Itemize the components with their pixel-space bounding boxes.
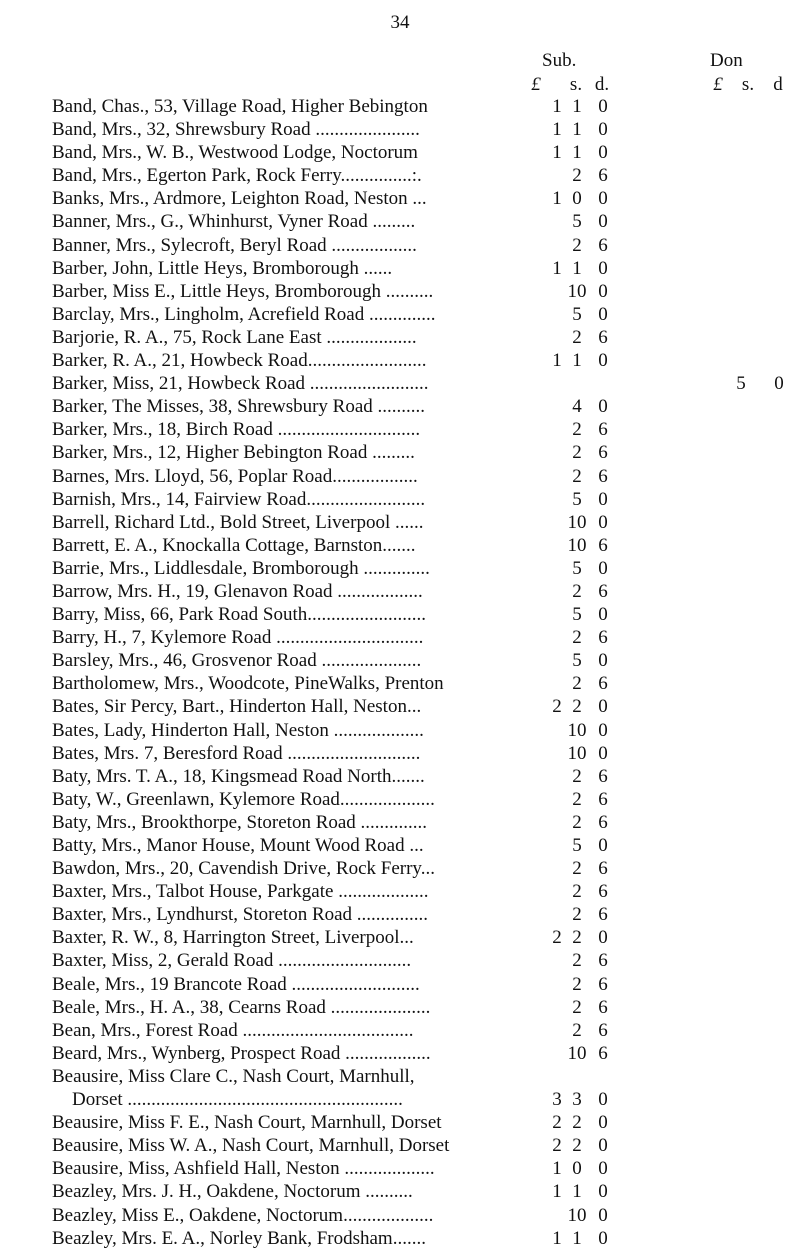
table-row (0, 395, 800, 418)
sub-pence-cell: 0 (598, 96, 608, 117)
subscriber-name: Beard, Mrs., Wynberg, Prospect Road .................. (52, 1042, 431, 1064)
sub-shillings-cell: 2 (572, 1135, 582, 1157)
sub-pence-cell: 6 (598, 627, 608, 649)
subscriber-name: Baxter, Mrs., Talbot House, Parkgate ................... (52, 881, 429, 903)
subscriber-name: Barclay, Mrs., Lingholm, Acrefield Road .............. (52, 303, 436, 325)
don-pence-unit: d (773, 74, 783, 95)
table-row (0, 557, 800, 580)
sub-pounds-cell: 2 (552, 1112, 562, 1134)
sub-shillings-cell: 1 (572, 96, 582, 117)
table-row (0, 672, 800, 695)
table-row (0, 303, 800, 326)
subscriber-name: Banner, Mrs., G., Whinhurst, Vyner Road ......... (52, 211, 416, 233)
sub-shillings-cell: 2 (572, 326, 582, 348)
table-row (0, 534, 800, 557)
sub-pence-cell: 6 (598, 904, 608, 926)
sub-pence-cell: 6 (598, 881, 608, 903)
table-row (0, 742, 800, 765)
table-row (0, 210, 800, 233)
sub-shillings-cell: 2 (572, 673, 582, 695)
sub-pence-cell: 6 (598, 580, 608, 602)
sub-shillings-cell: 2 (572, 904, 582, 926)
sub-shillings-unit: s. (569, 74, 583, 95)
table-row (0, 695, 800, 718)
sub-pence-cell: 6 (598, 765, 608, 787)
sub-pounds-cell: 1 (552, 96, 562, 117)
table-row (0, 511, 800, 534)
sub-pounds-cell: 1 (552, 188, 562, 210)
sub-pence-cell: 0 (598, 719, 608, 741)
table-row (0, 811, 800, 834)
table-row (0, 418, 800, 441)
sub-shillings-cell: 2 (572, 811, 582, 833)
table-row (0, 187, 800, 210)
subscriber-name: Band, Mrs., 32, Shrewsbury Road ...................... (52, 119, 420, 141)
sub-pence-cell: 6 (598, 326, 608, 348)
sub-shillings-cell: 5 (572, 650, 582, 672)
sub-pence-cell: 0 (598, 280, 608, 302)
table-row (0, 1134, 800, 1157)
sub-pence-cell: 6 (598, 234, 608, 256)
sub-shillings-cell: 10 (567, 742, 587, 764)
table-row (0, 719, 800, 742)
table-row (0, 465, 800, 488)
sub-pence-cell: 0 (598, 511, 608, 533)
sub-shillings-cell: 2 (572, 465, 582, 487)
table-row (0, 1088, 800, 1111)
subscriber-name: Band, Mrs., Egerton Park, Rock Ferry...............:. (52, 165, 422, 187)
subscriber-name: Barnes, Mrs. Lloyd, 56, Poplar Road.................. (52, 465, 418, 487)
subscriber-name: Barber, Miss E., Little Heys, Bromborough .......... (52, 280, 434, 302)
subscriber-name: Barrett, E. A., Knockalla Cottage, Barnston....... (52, 534, 416, 556)
table-row (0, 326, 800, 349)
sub-shillings-cell: 3 (572, 1089, 582, 1111)
sub-pence-cell: 6 (598, 811, 608, 833)
sub-pence-cell: 0 (598, 257, 608, 279)
sub-shillings-cell: 2 (572, 881, 582, 903)
subscriber-name: Batty, Mrs., Manor House, Mount Wood Road ... (52, 835, 424, 856)
table-row (0, 1111, 800, 1134)
table-row (0, 603, 800, 626)
sub-shillings-cell: 2 (572, 996, 582, 1018)
subscriber-name: Bates, Lady, Hinderton Hall, Neston ................... (52, 719, 424, 741)
sub-pence-cell: 6 (598, 788, 608, 810)
sub-shillings-cell: 5 (572, 604, 582, 626)
table-row (0, 973, 800, 996)
sub-pence-cell: 0 (598, 1112, 608, 1134)
sub-pence-cell: 0 (598, 1158, 608, 1180)
sub-pence-cell: 0 (598, 557, 608, 579)
sub-shillings-cell: 2 (572, 765, 582, 787)
don-column-header: Don (710, 50, 743, 71)
sub-pence-cell: 0 (598, 1181, 608, 1203)
subscriber-name: Beausire, Miss, Ashfield Hall, Neston ................... (52, 1158, 435, 1180)
table-row (0, 765, 800, 788)
subscriber-name: Barjorie, R. A., 75, Rock Lane East ................... (52, 326, 417, 348)
table-row (0, 441, 800, 464)
table-row (0, 349, 800, 372)
subscriber-name: Banks, Mrs., Ardmore, Leighton Road, Neston ... (52, 188, 427, 210)
table-row (0, 949, 800, 972)
subscriber-name: Band, Mrs., W. B., Westwood Lodge, Noctorum (52, 142, 418, 164)
don-pence-cell: 0 (774, 373, 784, 395)
sub-pence-cell: 0 (598, 742, 608, 764)
sub-shillings-cell: 2 (572, 858, 582, 880)
sub-pence-cell: 0 (598, 142, 608, 164)
sub-shillings-cell: 2 (572, 234, 582, 256)
subscriber-name: Barry, Miss, 66, Park Road South......................... (52, 604, 427, 626)
subscriber-name: Barry, H., 7, Kylemore Road ............................... (52, 627, 424, 649)
sub-shillings-cell: 10 (567, 534, 587, 556)
sub-shillings-cell: 5 (572, 488, 582, 510)
subscriber-name: Bates, Sir Percy, Bart., Hinderton Hall, Neston... (52, 696, 422, 718)
table-row (0, 834, 800, 857)
sub-column-header: Sub. (542, 50, 577, 71)
sub-pence-cell: 6 (598, 996, 608, 1018)
sub-pence-cell: 0 (598, 835, 608, 856)
sub-pence-cell: 6 (598, 1042, 608, 1064)
subscriber-name: Barker, Miss, 21, Howbeck Road ......................... (52, 373, 429, 395)
sub-pounds-cell: 1 (552, 257, 562, 279)
sub-shillings-cell: 0 (572, 1158, 582, 1180)
subscriber-name: Baty, Mrs., Brookthorpe, Storeton Road .............. (52, 811, 428, 833)
subscriber-name: Bartholomew, Mrs., Woodcote, PineWalks, Prenton (52, 673, 444, 695)
sub-shillings-cell: 0 (572, 188, 582, 210)
subscriber-name: Barrell, Richard Ltd., Bold Street, Liverpool ...... (52, 511, 424, 533)
sub-pence-cell: 0 (598, 303, 608, 325)
sub-pence-cell: 0 (598, 119, 608, 141)
subscriber-name: Beazley, Mrs. J. H., Oakdene, Noctorum .......... (52, 1181, 413, 1203)
subscriber-name: Baxter, R. W., 8, Harrington Street, Liverpool... (52, 927, 414, 949)
subscriber-name: Barker, Mrs., 12, Higher Bebington Road ......... (52, 442, 415, 464)
sub-pounds-cell: 3 (552, 1089, 562, 1111)
table-row (0, 488, 800, 511)
sub-shillings-cell: 5 (572, 211, 582, 233)
sub-shillings-cell: 1 (572, 350, 582, 372)
table-row (0, 903, 800, 926)
table-row (0, 926, 800, 949)
subscriber-name: Bates, Mrs. 7, Beresford Road ............................ (52, 742, 421, 764)
subscriber-name: Baxter, Mrs., Lyndhurst, Storeton Road ............... (52, 904, 429, 926)
table-row (0, 880, 800, 903)
table-row (0, 1019, 800, 1042)
sub-pence-cell: 6 (598, 165, 608, 187)
table-row (0, 1227, 800, 1250)
table-row (0, 857, 800, 880)
subscriber-name: Barrow, Mrs. H., 19, Glenavon Road .................. (52, 580, 423, 602)
sub-pence-cell: 0 (598, 1089, 608, 1111)
sub-shillings-cell: 10 (567, 719, 587, 741)
sub-pence-cell: 0 (598, 696, 608, 718)
sub-pence-cell: 6 (598, 973, 608, 995)
subscriber-name: Beazley, Miss E., Oakdene, Noctorum................... (52, 1204, 434, 1226)
table-row (0, 141, 800, 164)
table-row (0, 1042, 800, 1065)
table-row (0, 234, 800, 257)
sub-shillings-cell: 10 (567, 1042, 587, 1064)
sub-shillings-cell: 2 (572, 973, 582, 995)
sub-shillings-cell: 1 (572, 142, 582, 164)
sub-shillings-cell: 2 (572, 788, 582, 810)
subscriber-name: Beale, Mrs., H. A., 38, Cearns Road ..................... (52, 996, 431, 1018)
sub-shillings-cell: 2 (572, 627, 582, 649)
sub-shillings-cell: 2 (572, 927, 582, 949)
sub-pence-cell: 0 (598, 211, 608, 233)
table-row (0, 1065, 800, 1088)
table-row (0, 257, 800, 280)
sub-shillings-cell: 2 (572, 580, 582, 602)
don-shillings-cell: 5 (736, 373, 746, 395)
sub-shillings-cell: 2 (572, 1019, 582, 1041)
sub-shillings-cell: 10 (567, 280, 587, 302)
sub-pounds-cell: 2 (552, 1135, 562, 1157)
subscriber-name: Beausire, Miss Clare C., Nash Court, Marnhull, (52, 1065, 415, 1087)
sub-shillings-cell: 5 (572, 557, 582, 579)
subscriber-name: Barber, John, Little Heys, Bromborough ...... (52, 257, 393, 279)
sub-shillings-cell: 10 (567, 1204, 587, 1226)
sub-pence-cell: 0 (598, 1135, 608, 1157)
sub-pounds-cell: 1 (552, 142, 562, 164)
subscriber-name: Barsley, Mrs., 46, Grosvenor Road ..................... (52, 650, 422, 672)
sub-pence-cell: 6 (598, 534, 608, 556)
table-row (0, 280, 800, 303)
sub-pounds-cell: 1 (552, 1158, 562, 1180)
table-row (0, 1180, 800, 1203)
sub-pence-cell: 0 (598, 488, 608, 510)
table-row (0, 1157, 800, 1180)
sub-pence-cell: 6 (598, 950, 608, 972)
don-shillings-unit: s. (741, 74, 755, 95)
table-row (0, 95, 800, 118)
sub-shillings-cell: 1 (572, 1227, 582, 1249)
subscriber-name: Dorset .......................................................... (72, 1089, 403, 1111)
sub-pence-cell: 0 (598, 1204, 608, 1226)
table-row (0, 118, 800, 141)
subscriber-name: Beausire, Miss W. A., Nash Court, Marnhull, Dorset (52, 1135, 450, 1157)
table-row (0, 788, 800, 811)
table-row (0, 580, 800, 603)
sub-pence-unit: d. (594, 74, 610, 95)
sub-shillings-cell: 2 (572, 1112, 582, 1134)
sub-pounds-cell: 1 (552, 350, 562, 372)
subscriber-name: Bean, Mrs., Forest Road .................................... (52, 1019, 414, 1041)
sub-shillings-cell: 5 (572, 835, 582, 856)
sub-pounds-cell: 1 (552, 119, 562, 141)
subscriber-name: Beausire, Miss F. E., Nash Court, Marnhull, Dorset (52, 1112, 442, 1134)
table-row (0, 996, 800, 1019)
subscriber-name: Beazley, Mrs. E. A., Norley Bank, Frodsham....... (52, 1227, 426, 1249)
sub-pence-cell: 0 (598, 927, 608, 949)
subscriber-name: Barker, R. A., 21, Howbeck Road......................... (52, 350, 427, 372)
subscriber-name: Banner, Mrs., Sylecroft, Beryl Road .................. (52, 234, 417, 256)
table-row (0, 649, 800, 672)
sub-pence-cell: 6 (598, 1019, 608, 1041)
subscriber-list (0, 95, 800, 1250)
sub-pounds-cell: 2 (552, 696, 562, 718)
sub-pence-cell: 0 (598, 188, 608, 210)
sub-shillings-cell: 4 (572, 396, 582, 418)
page-number: 34 (390, 12, 410, 33)
sub-pence-cell: 6 (598, 673, 608, 695)
subscriber-name: Baxter, Miss, 2, Gerald Road ............................ (52, 950, 412, 972)
sub-pence-cell: 0 (598, 1227, 608, 1249)
subscriber-name: Barnish, Mrs., 14, Fairview Road......................... (52, 488, 426, 510)
table-row (0, 1204, 800, 1227)
sub-pence-cell: 6 (598, 442, 608, 464)
sub-shillings-cell: 1 (572, 1181, 582, 1203)
sub-pence-cell: 0 (598, 396, 608, 418)
table-row (0, 164, 800, 187)
sub-shillings-cell: 10 (567, 511, 587, 533)
sub-pounds-cell: 1 (552, 1227, 562, 1249)
sub-pounds-cell: 1 (552, 1181, 562, 1203)
sub-pence-cell: 0 (598, 604, 608, 626)
sub-shillings-cell: 5 (572, 303, 582, 325)
sub-pence-cell: 0 (598, 650, 608, 672)
subscriber-name: Beale, Mrs., 19 Brancote Road ........................... (52, 973, 420, 995)
subscriber-name: Barker, The Misses, 38, Shrewsbury Road .......... (52, 396, 426, 418)
don-pounds-unit: £ (713, 74, 723, 95)
subscriber-name: Baty, Mrs. T. A., 18, Kingsmead Road North....... (52, 765, 425, 787)
sub-shillings-cell: 1 (572, 119, 582, 141)
sub-shillings-cell: 2 (572, 419, 582, 441)
sub-shillings-cell: 2 (572, 950, 582, 972)
sub-shillings-cell: 1 (572, 257, 582, 279)
subscriber-name: Bawdon, Mrs., 20, Cavendish Drive, Rock Ferry... (52, 858, 435, 880)
sub-shillings-cell: 2 (572, 165, 582, 187)
sub-shillings-cell: 2 (572, 696, 582, 718)
subscriber-name: Barrie, Mrs., Liddlesdale, Bromborough .............. (52, 557, 430, 579)
sub-pence-cell: 0 (598, 350, 608, 372)
sub-pounds-cell: 2 (552, 927, 562, 949)
table-row (0, 626, 800, 649)
subscriber-name: Band, Chas., 53, Village Road, Higher Bebington (52, 96, 428, 117)
sub-pence-cell: 6 (598, 465, 608, 487)
sub-pence-cell: 6 (598, 858, 608, 880)
sub-pence-cell: 6 (598, 419, 608, 441)
subscriber-name: Baty, W., Greenlawn, Kylemore Road.................... (52, 788, 435, 810)
sub-pounds-unit: £ (531, 74, 541, 95)
table-row (0, 372, 800, 395)
sub-shillings-cell: 2 (572, 442, 582, 464)
subscriber-name: Barker, Mrs., 18, Birch Road .............................. (52, 419, 421, 441)
